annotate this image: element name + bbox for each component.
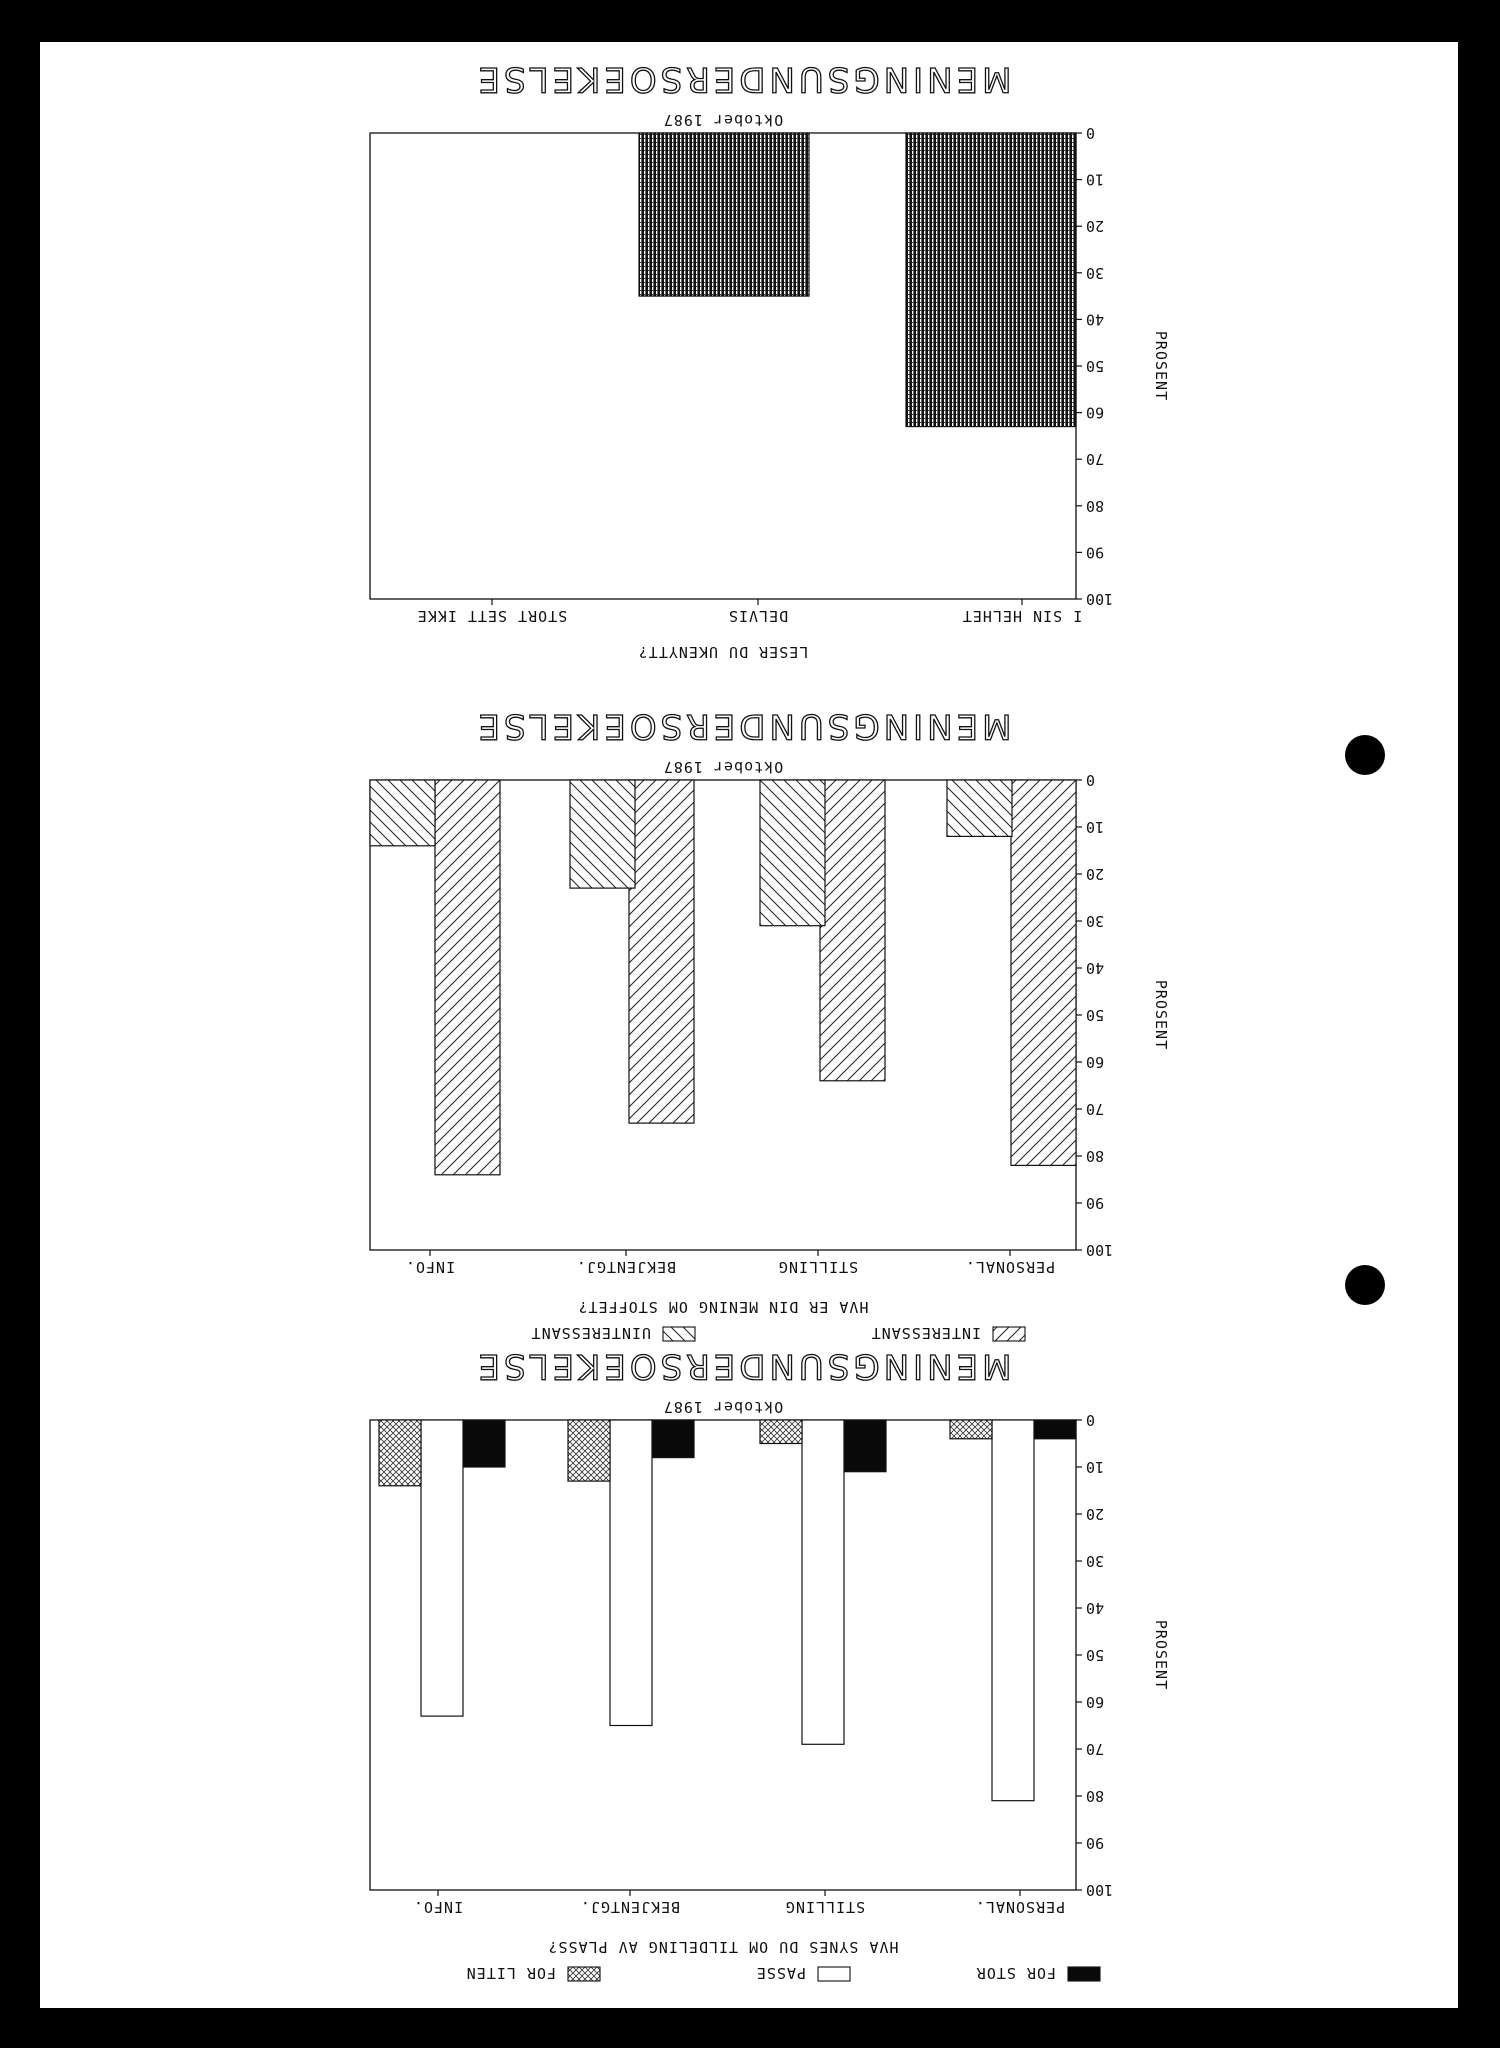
y-tick-label: 70 (1086, 1100, 1105, 1118)
bar-personal-uinteressant (947, 780, 1012, 836)
category-label-bekjentgj: BEKJENTGJ. (575, 1258, 677, 1276)
chart-date: Oktober 1987 (662, 111, 784, 129)
y-tick-label: 40 (1086, 1599, 1105, 1617)
bar-bekjentgj-for-stor (652, 1420, 694, 1458)
y-tick-label: 0 (1086, 771, 1096, 789)
y-axis-title: PROSENT (1152, 979, 1170, 1051)
legend-swatch-passe (818, 1967, 850, 1981)
y-tick-label: 80 (1086, 496, 1105, 515)
y-tick-label: 90 (1086, 1834, 1105, 1852)
y-tick-label: 60 (1086, 1693, 1105, 1711)
chart-mening-om-stoffet (370, 706, 1170, 1342)
legend-label-uinteressant: UINTERESSANT (530, 1324, 651, 1342)
category-label-i-sin-helhet: I SIN HELHET (961, 607, 1083, 625)
y-tick-label: 40 (1086, 310, 1105, 329)
y-tick-label: 50 (1086, 1646, 1105, 1664)
bar-bekjentgj-interessant (629, 780, 694, 1123)
y-tick-label: 60 (1086, 1053, 1105, 1071)
legend-swatch-for-stor (1068, 1967, 1100, 1981)
y-tick-label: 90 (1086, 1194, 1105, 1212)
y-tick-label: 0 (1086, 124, 1096, 142)
y-tick-label: 100 (1086, 1241, 1114, 1259)
category-label-info: INFO. (404, 1258, 456, 1276)
legend-swatch-uinteressant (663, 1327, 695, 1341)
bar-personal-for-stor (1034, 1420, 1076, 1439)
y-tick-label: 40 (1086, 959, 1105, 977)
category-label-info: INFO. (412, 1898, 464, 1916)
y-tick-label: 60 (1086, 403, 1105, 422)
bar-personal-interessant (1011, 780, 1076, 1165)
category-label-stilling: STILLING (777, 1258, 859, 1276)
legend-label-for-stor: FOR STOR (975, 1964, 1056, 1982)
chart-question-title: LESER DU UKENYTT? (637, 643, 809, 661)
y-tick-label: 100 (1086, 590, 1114, 608)
y-tick-label: 10 (1086, 818, 1105, 836)
bar-stilling-passe (802, 1420, 844, 1744)
category-label-stilling: STILLING (784, 1898, 866, 1916)
bar-stilling-for-liten (760, 1420, 802, 1444)
bar-bekjentgj-for-liten (568, 1420, 610, 1481)
bar-info-interessant (435, 780, 500, 1175)
chart-question-title: HVA SYNES DU OM TILDELING AV PLASS? (547, 1938, 899, 1956)
y-tick-label: 90 (1086, 543, 1105, 562)
y-tick-label: 20 (1086, 1505, 1105, 1523)
plot-frame (370, 1420, 1076, 1890)
y-tick-label: 20 (1086, 865, 1105, 883)
y-tick-label: 70 (1086, 450, 1105, 469)
legend-swatch-for-liten (568, 1967, 600, 1981)
y-tick-label: 30 (1086, 263, 1105, 282)
chart-date: Oktober 1987 (662, 1398, 784, 1416)
category-label-delvis: DELVIS (727, 607, 789, 625)
y-tick-label: 10 (1086, 1458, 1105, 1476)
category-label-bekjentgj: BEKJENTGJ. (579, 1898, 681, 1916)
survey-title: MENINGSUNDERSOEKELSE (474, 706, 1012, 746)
chart-leser-du-ukenytt (370, 59, 1170, 661)
bar-info-uinteressant (370, 780, 435, 846)
y-axis-title: PROSENT (1152, 330, 1170, 402)
bar-stilling-uinteressant (760, 780, 825, 926)
category-label-personal: PERSONAL. (974, 1898, 1066, 1916)
chart-tildeling-av-plass (370, 1346, 1170, 1982)
bar-delvis (639, 133, 809, 296)
chart-question-title: HVA ER DIN MENING OM STOFFET? (577, 1298, 869, 1316)
y-tick-label: 30 (1086, 912, 1105, 930)
legend-label-passe: PASSE (755, 1964, 806, 1982)
legend-label-interessant: INTERESSANT (870, 1324, 981, 1342)
y-tick-label: 50 (1086, 357, 1105, 375)
bar-bekjentgj-passe (610, 1420, 652, 1726)
y-axis-title: PROSENT (1152, 1619, 1170, 1691)
bar-personal-passe (992, 1420, 1034, 1801)
y-tick-label: 80 (1086, 1147, 1105, 1165)
legend-swatch-interessant (993, 1327, 1025, 1341)
y-tick-label: 20 (1086, 217, 1105, 236)
y-tick-label: 30 (1086, 1552, 1105, 1570)
y-tick-label: 80 (1086, 1787, 1105, 1805)
y-tick-label: 50 (1086, 1006, 1105, 1024)
bar-info-for-stor (463, 1420, 505, 1467)
bar-i-sin-helhet (906, 133, 1076, 427)
survey-title: MENINGSUNDERSOEKELSE (474, 1346, 1012, 1386)
bar-info-for-liten (379, 1420, 421, 1486)
bar-info-passe (421, 1420, 463, 1716)
survey-title: MENINGSUNDERSOEKELSE (474, 59, 1012, 99)
legend-label-for-liten: FOR LITEN (465, 1964, 556, 1982)
y-tick-label: 10 (1086, 170, 1105, 189)
chart-date: Oktober 1987 (662, 758, 784, 776)
bar-stilling-interessant (820, 780, 885, 1081)
bar-bekjentgj-uinteressant (570, 780, 635, 888)
y-tick-label: 0 (1086, 1411, 1096, 1429)
category-label-stort-sett-ikke: STORT SETT IKKE (416, 607, 568, 625)
y-tick-label: 70 (1086, 1740, 1105, 1758)
bar-personal-for-liten (950, 1420, 992, 1439)
category-label-personal: PERSONAL. (964, 1258, 1056, 1276)
y-tick-label: 100 (1086, 1881, 1114, 1899)
bar-stilling-for-stor (844, 1420, 886, 1472)
